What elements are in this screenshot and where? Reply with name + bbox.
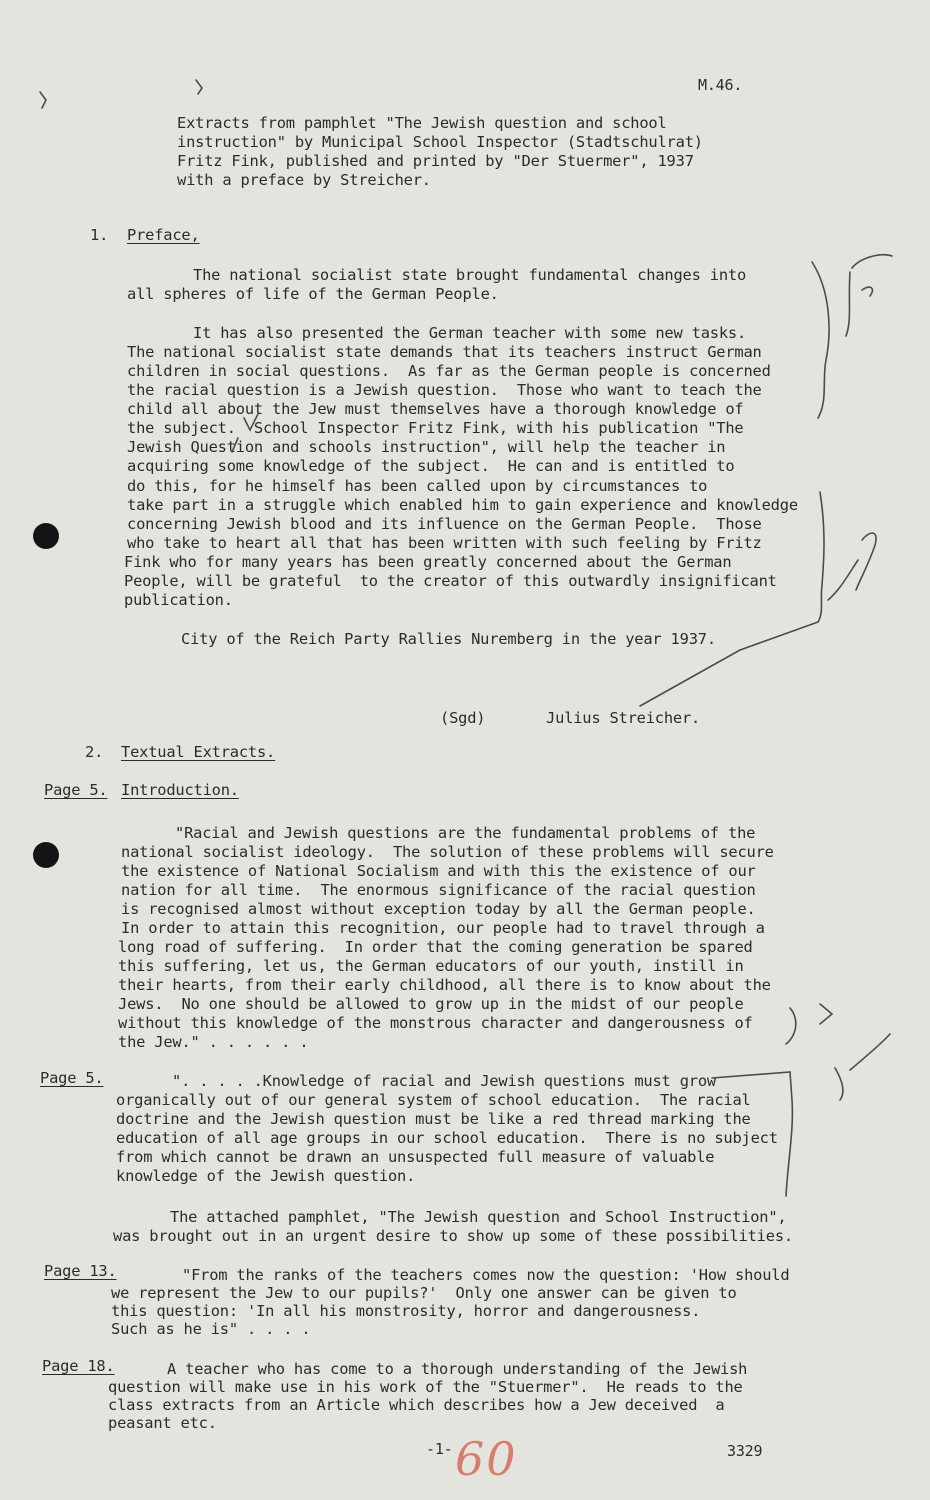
extract-line: "From the ranks of the teachers comes now the question: 'How should [182,1266,790,1284]
extract-line: is recognised almost without exception today by all the German people. [121,900,756,918]
heading-line: with a preface by Streicher. [177,171,431,189]
extract-line: ". . . . .Knowledge of racial and Jewish questions must grow [172,1072,716,1090]
margin-tick-mark [820,1004,832,1024]
extract-line: Such as he is" . . . . [111,1320,311,1338]
extract-line: education of all age groups in our school education. There is no subject [116,1129,778,1147]
preface-line: People, will be grateful to the creator of this outwardly insignificant [124,572,777,590]
extract-line: we represent the Jew to our pupils?' Only one answer can be given to [111,1284,737,1302]
section-title: Textual Extracts. [121,743,276,761]
preface-line: The national socialist state demands that its teachers instruct German [127,343,762,361]
section-number: 1. [90,226,109,244]
preface-line: who take to heart all that has been written with such feeling by Fritz [127,534,762,552]
page-reference: Page 5. [40,1069,104,1087]
extract-line: nation for all time. The enormous significance of the racial question [121,881,756,899]
extract-line: this suffering, let us, the German educators of our youth, instill in [118,957,744,975]
extract-line: peasant etc. [108,1414,217,1432]
preface-line: the subject. School Inspector Fritz Fink, with his publication "The [127,419,744,437]
punch-hole [33,842,59,868]
page-reference: Page 5. [44,781,108,799]
preface-line: It has also presented the German teacher with some new tasks. [193,324,747,342]
heading-line: Fritz Fink, published and printed by "Der Stuermer", 1937 [177,152,694,170]
extract-line: Jews. No one should be allowed to grow up in the midst of our people [118,995,744,1013]
extract-line: knowledge of the Jewish question. [116,1167,416,1185]
page-reference: Page 18. [42,1357,115,1375]
margin-tick-mark [196,80,202,94]
signature-name: Julius Streicher. [546,709,701,727]
margin-bracket [818,492,824,622]
extract-line: without this knowledge of the monstrous character and dangerousness of [118,1014,753,1032]
preface-place: City of the Reich Party Rallies Nuremberg in the year 1937. [181,630,716,648]
extract-line: their hearts, from their early childhood, all there is to know about the [118,976,771,994]
preface-line: Fink who for many years has been greatly concerned about the German [124,553,732,571]
extract-line: the Jew." . . . . . . [118,1033,309,1051]
preface-line: the racial question is a Jewish question. Those who want to teach the [127,381,762,399]
margin-tick-mark [40,92,46,108]
heading-line: Extracts from pamphlet "The Jewish question and school [177,114,667,132]
extract-line: "Racial and Jewish questions are the fundamental problems of the [175,824,756,842]
extract-line: A teacher who has come to a thorough understanding of the Jewish [167,1360,748,1378]
section-title: Preface, [127,226,200,244]
extract-title: Introduction. [121,781,239,799]
heading-line: instruction" by Municipal School Inspector (Stadtschulrat) [177,133,703,151]
preface-line: child all about the Jew must themselves have a thorough knowledge of [127,400,744,418]
extract-line: from which cannot be drawn an unsuspected full measure of valuable [116,1148,715,1166]
punch-hole [33,523,59,549]
margin-scribble [835,1034,890,1100]
preface-line: The national socialist state brought fundamental changes into [193,266,747,284]
extract-line: In order to attain this recognition, our people had to travel through a [121,919,765,937]
page-reference: Page 13. [44,1262,117,1280]
extract-line: national socialist ideology. The solution of these problems will secure [121,843,774,861]
extract-line: organically out of our general system of school education. The racial [116,1091,751,1109]
extract-line: doctrine and the Jewish question must be like a red thread marking the [116,1110,751,1128]
extract-line: this question: 'In all his monstrosity, horror and dangerousness. [111,1302,701,1320]
extract-line: class extracts from an Article which describes how a Jew deceived a [108,1396,725,1414]
margin-bracket [786,1008,796,1044]
preface-line: acquiring some knowledge of the subject. He can and is entitled to [127,457,735,475]
preface-line: children in social questions. As far as the German people is concerned [127,362,771,380]
margin-scribble [828,533,876,600]
preface-line: do this, for he himself has been called upon by circumstances to [127,477,708,495]
preface-line: all spheres of life of the German People. [127,285,499,303]
page-number: -1- [426,1440,453,1458]
extract-line: was brought out in an urgent desire to show up some of these possibilities. [113,1227,793,1245]
catalog-number: 3329 [727,1442,763,1460]
extract-line: long road of suffering. In order that the coming generation be spared [118,938,753,956]
preface-line: concerning Jewish blood and its influence on the German People. Those [127,515,762,533]
handwritten-page-number: 60 [455,1432,518,1486]
document-reference: M.46. [698,76,743,94]
margin-scribble [846,255,892,336]
extract-line: question will make use in his work of the "Stuermer". He reads to the [108,1378,743,1396]
preface-line: Jewish Question and schools instruction", will help the teacher in [127,438,726,456]
preface-line: publication. [124,591,233,609]
extract-line: The attached pamphlet, "The Jewish question and School Instruction", [170,1208,787,1226]
extract-line: the existence of National Socialism and with this the existence of our [121,862,756,880]
signature-sgd: (Sgd) [440,709,486,727]
section-number: 2. [85,743,104,761]
preface-line: take part in a struggle which enabled him to gain experience and knowledge [127,496,798,514]
margin-bracket [812,262,829,418]
